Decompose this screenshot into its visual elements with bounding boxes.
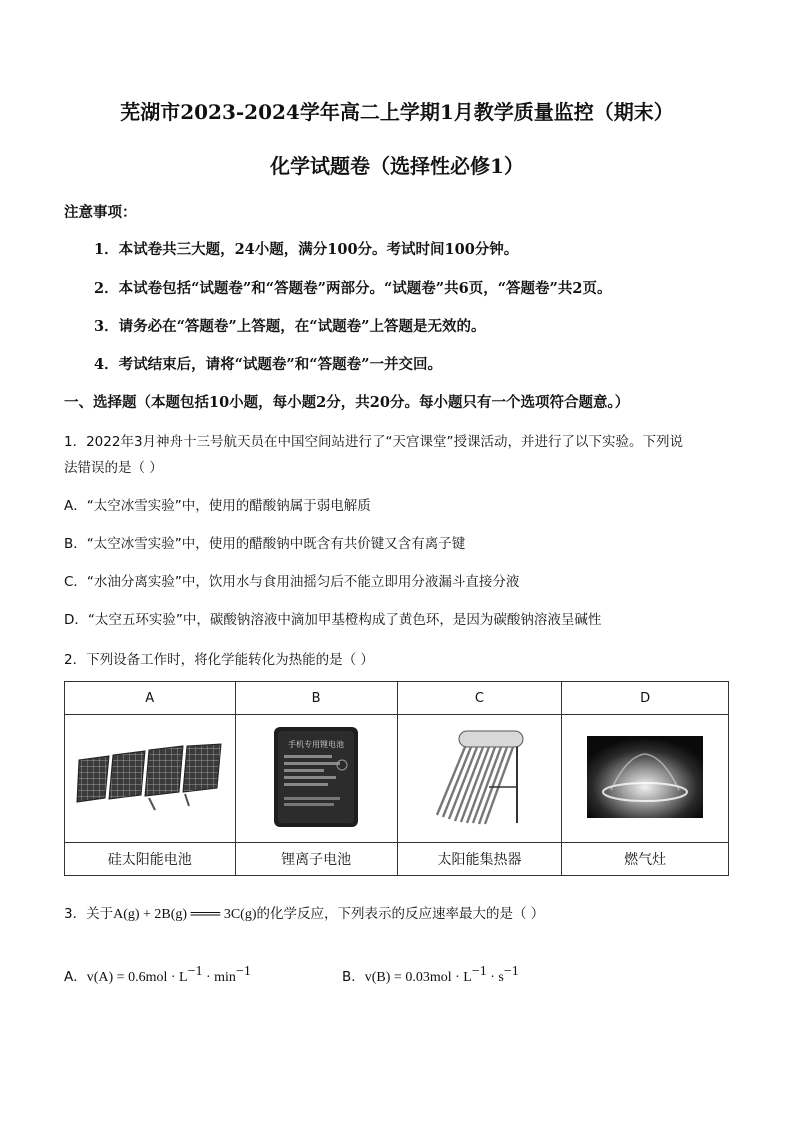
q1-option-b: B．“太空冰雪实验”中，使用的醋酸钠中既含有共价键又含有离子键 — [64, 536, 466, 552]
table-header-a: A — [65, 682, 236, 715]
notice-item: 3．请务必在“答题卷”上答题，在“试题卷”上答题是无效的。 — [94, 318, 486, 335]
battery-label: 手机专用锂电池 — [288, 739, 345, 749]
section-heading: 一、选择题（本题包括10小题，每小题2分，共20分。每小题只有一个选项符合题意。） — [64, 394, 630, 411]
q3-option-b-expr: v(B) = 0.03mol · L — [364, 970, 472, 985]
q3-stem-prefix: 3．关于 — [64, 906, 114, 922]
notice-item: 1．本试卷共三大题，24小题，满分100分。考试时间100分钟。 — [94, 241, 519, 258]
notice-heading: 注意事项： — [64, 204, 137, 221]
notice-item: 2．本试卷包括“试题卷”和“答题卷”两部分。“试题卷”共6页，“答题卷”共2页。 — [94, 280, 612, 297]
table-header-c: C — [397, 682, 561, 715]
caption-a: 硅太阳能电池 — [65, 843, 236, 876]
q3-option-a-expr: v(A) = 0.6mol · L — [86, 970, 188, 985]
q3-equation: A(g) + 2B(g) ═══ 3C(g) — [113, 907, 257, 922]
q2-options-table — [64, 681, 729, 876]
exam-subtitle: 化学试题卷（选择性必修1） — [270, 154, 524, 178]
table-header-b: B — [235, 682, 397, 715]
q1-stem-line1: 1．2022年3月神舟十三号航天员在中国空间站进行了“天宫课堂”授课活动，并进行了以下实验。下列说 — [64, 434, 684, 450]
unit: · min — [202, 970, 236, 985]
q3-option-a-label: A． — [64, 969, 87, 985]
battery-image — [272, 725, 360, 829]
q1-option-a: A．“太空冰雪实验”中，使用的醋酸钠属于弱电解质 — [64, 498, 371, 514]
solar-panel-image — [75, 742, 225, 812]
caption-d: 燃气灶 — [562, 843, 729, 876]
q3-stem-suffix: 的化学反应，下列表示的反应速率最大的是（ ） — [256, 906, 545, 922]
notice-item: 4．考试结束后，请将“试题卷”和“答题卷”一并交回。 — [94, 356, 442, 373]
exp: −1 — [187, 964, 203, 979]
q3-option-b — [342, 965, 519, 986]
q3-stem — [64, 902, 544, 923]
q1-option-c: C．“水油分离实验”中，饮用水与食用油摇匀后不能立即用分液漏斗直接分液 — [64, 574, 520, 590]
solar-panel-cell — [65, 715, 236, 843]
q3-option-a — [64, 965, 251, 986]
unit: · s — [486, 970, 504, 985]
exp: −1 — [235, 964, 251, 979]
q1-option-d: D．“太空五环实验”中，碳酸钠溶液中滴加甲基橙构成了黄色环，是因为碳酸钠溶液呈碱性 — [64, 612, 602, 628]
caption-c: 太阳能集热器 — [397, 843, 561, 876]
table-header-d: D — [562, 682, 729, 715]
q2-stem: 2．下列设备工作时，将化学能转化为热能的是（ ） — [64, 652, 374, 668]
solar-heater-cell — [397, 715, 561, 843]
q1-stem-line2: 法错误的是（ ） — [64, 460, 163, 476]
solar-water-heater-image — [429, 727, 529, 827]
q3-option-b-label: B． — [342, 969, 365, 985]
exp: −1 — [471, 964, 487, 979]
exam-title: 芜湖市2023-2024学年高二上学期1月教学质量监控（期末） — [120, 100, 674, 124]
caption-b: 锂离子电池 — [235, 843, 397, 876]
gas-stove-flame-image — [587, 736, 703, 818]
battery-cell — [235, 715, 397, 843]
gas-stove-cell — [562, 715, 729, 843]
exp: −1 — [503, 964, 519, 979]
